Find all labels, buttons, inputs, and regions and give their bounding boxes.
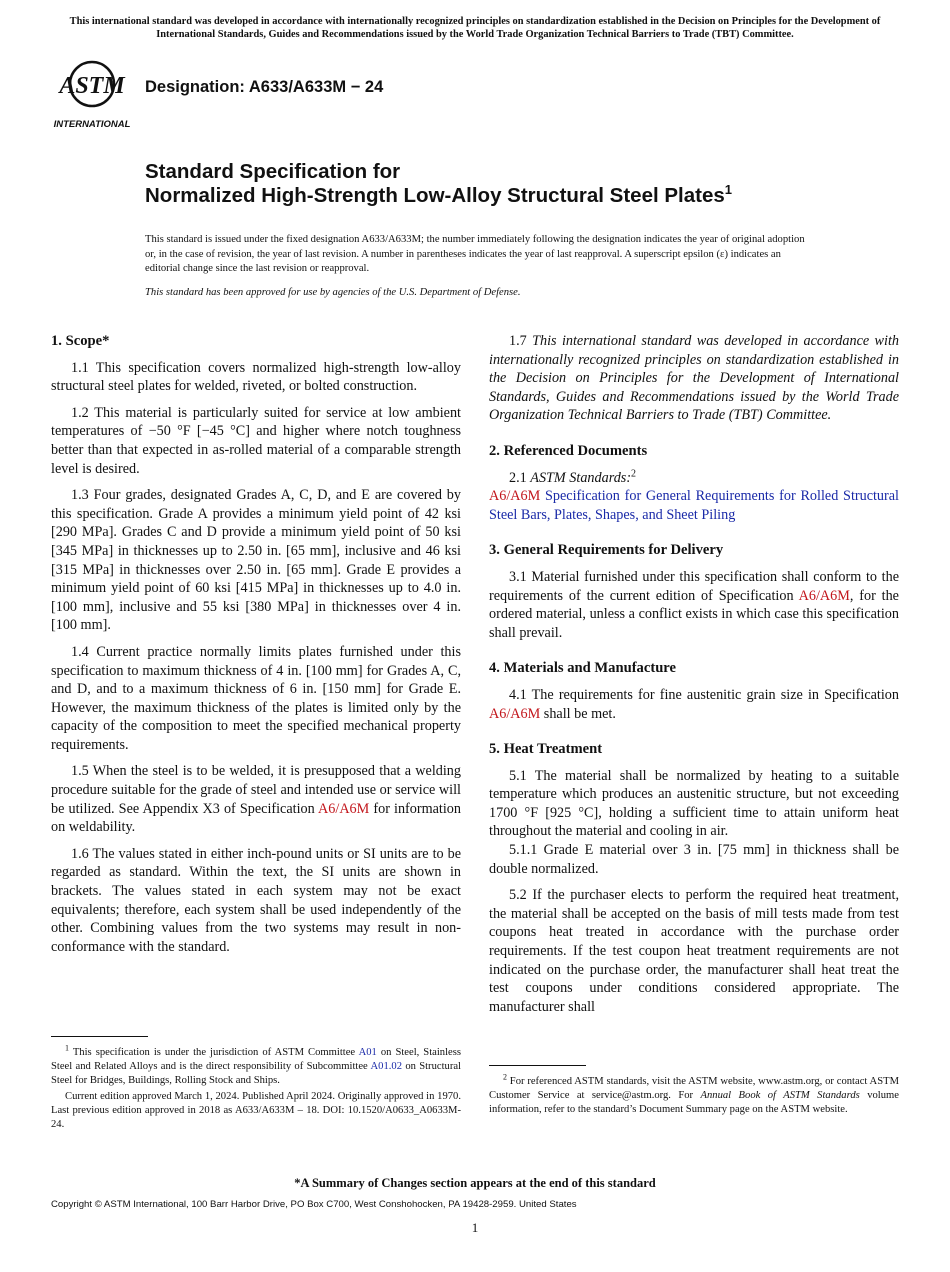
- copyright: Copyright © ASTM International, 100 Barr Harbor Drive, PO Box C700, West Conshohocken, PA 19428-2959. United States: [51, 1199, 577, 1210]
- dod-note: This standard has been approved for use by agencies of the U.S. Department of Defense.: [145, 287, 521, 298]
- footnote-1-text: $^1$ This specification is under the jurisdiction of ASTM Committee A01 on Steel, Stainless Steel and Related Alloys and is the direct responsibility of Subcommittee A01.02 on Structural Steel for Bridges, Buildings, Rolling Stock and Ships.: [51, 1043, 461, 1086]
- footnote-1-approval: Current edition approved March 1, 2024. Published April 2024. Originally approved in 1970. Last previous edition approved in 2018 as A633/A633M – 18. DOI: 10.1520/A0633_A0633M-24.: [51, 1091, 461, 1130]
- referenced-documents-heading: 2. Referenced Documents: [489, 442, 648, 459]
- general-requirements-heading: 3. General Requirements for Delivery: [489, 542, 724, 559]
- designation: Designation: A633/A633M − 24: [145, 78, 384, 96]
- a6-reference-link[interactable]: A6/A6M: [489, 488, 541, 505]
- heat-treatment-heading: 5. Heat Treatment: [489, 741, 603, 758]
- issued-note: This standard is issued under the fixed designation A633/A633M; the number immediately following the designation indicates the year of original adoption or, in the case of revision, the year of last revision. A number in parentheses indicates the year of last reapproval. A superscript epsilon (ε) indicates an editorial change since the last revision or reapproval.: [145, 234, 805, 274]
- a6-reference-link[interactable]: A6/A6M: [318, 800, 370, 817]
- title-line-1: Standard Specification for: [145, 160, 401, 183]
- footnote-rule-left: [51, 1036, 148, 1037]
- para-5-1: 5.1 The material shall be normalized by heating to a suitable temperature which produces an austenitic structure, but not exceeding 1700 °F [925 °C], holding a sufficient time to attain uniform heat throughout the material and cooling in air.: [489, 767, 899, 840]
- astm-logo: [52, 57, 134, 131]
- page-number: 1: [471, 1220, 479, 1235]
- summary-of-changes-note: *A Summary of Changes section appears at the end of this standard: [294, 1176, 656, 1190]
- para-1-5: 1.5 When the steel is to be welded, it is presupposed that a welding procedure suitable for the grade of steel and intended use or service will be utilized. See Appendix X3 of Specification A6/A6M for information on weldability.: [51, 763, 461, 836]
- para-4-1: 4.1 The requirements for fine austenitic grain size in Specification A6/A6M shall be met.: [489, 686, 899, 722]
- para-3-1: 3.1 Material furnished under this specification shall conform to the requirements of the current edition of Specification A6/A6M, for the ordered material, unless a conflict exists in which case this specification shall prevail.: [489, 568, 899, 641]
- para-1-4: 1.4 Current practice normally limits plates furnished under this specification to maximum thickness of 4 in. [100 mm] for Grades A, C, and D, and to a maximum thickness of 6 in. [150 mm] for Grade E. However, the maximum thickness of the plates is limited only by the capacity of the composition to meet the specified mechanical property requirements.: [51, 643, 461, 753]
- title-footnote-mark: 1: [724, 182, 733, 198]
- para-1-6: 1.6 The values stated in either inch-pound units or SI units are to be regarded as standard. Within the text, the SI units are shown in brackets. The values stated in each system may not be exact equivalents; therefore, each system shall be used independently of the other. Combining values from the two systems may result in non-conformance with the standard.: [51, 845, 461, 955]
- materials-heading: 4. Materials and Manufacture: [489, 660, 676, 677]
- footnote-1: [51, 1043, 461, 1135]
- para-1-1: 1.1 This specification covers normalized high-strength low-alloy structural steel plates for welded, riveted, or bolted construction.: [51, 359, 461, 395]
- svg-text:ASTM: ASTM: [59, 73, 125, 99]
- para-1-7: 1.7 This international standard was developed in accordance with internationally recognized principles on standardization established in the Decision on Principles for the Development of International Standards, Guides and Recommendations issued by the World Trade Organization Technical Barriers to Trade (TBT) Committee.: [489, 333, 899, 424]
- a6-title-link[interactable]: Specification for General Requirements for Rolled Structural Steel Bars, Plates, Shapes, and Sheet Piling: [489, 488, 899, 523]
- para-2-1: 2.1 ASTM Standards:$^2$: [509, 467, 637, 486]
- referenced-standard-a6: [489, 487, 899, 524]
- scope-heading: 1. Scope*: [51, 333, 110, 349]
- right-column: [489, 332, 899, 1024]
- footnote-2-text: $^2$ For referenced ASTM standards, visit the ASTM website, www.astm.org, or contact ASTM Customer Service at service@astm.org. For Annual Book of ASTM Standards volume information, refer to the standard’s Document Summary page on the ASTM website.: [489, 1072, 899, 1115]
- astm-logo-mark: [57, 62, 126, 106]
- para-1-2: 1.2 This material is particularly suited for service at low ambient temperatures of −50 °F [−45 °C] and higher where notch toughness better than that expected in as-rolled material of a comparable strength level is desired.: [51, 404, 461, 477]
- document-title: [145, 160, 732, 208]
- left-column: [51, 332, 461, 964]
- astm-logo-subtext: INTERNATIONAL: [53, 119, 131, 130]
- title-line-2: Normalized High-Strength Low-Alloy Structural Steel Plates$^1$: [145, 182, 733, 207]
- subcommittee-a01-02-link[interactable]: A01.02: [370, 1060, 402, 1072]
- committee-a01-link[interactable]: A01: [358, 1047, 377, 1058]
- a6-reference-link[interactable]: A6/A6M: [798, 587, 850, 604]
- para-5-1-1: 5.1.1 Grade E material over 3 in. [75 mm] in thickness shall be double normalized.: [489, 842, 899, 877]
- footnote-rule-right: [489, 1065, 586, 1066]
- a6-reference-link[interactable]: A6/A6M: [489, 705, 541, 722]
- wto-notice: This international standard was developed in accordance with internationally recognized principles on standardization established in the Decision on Principles for the Development of International Standards, Guides and Recommendations issued by the World Trade Organization Technical Barriers to Trade (TBT) Committee.: [69, 16, 881, 40]
- footnote-2: [489, 1072, 899, 1119]
- para-5-2: 5.2 If the purchaser elects to perform the required heat treatment, the material shall be accepted on the basis of mill tests made from test coupons heat treated in accordance with the purchase order requirements. If the test coupon heat treatment requirements are not indicated on the purchase order, the manufacturer shall heat treat the test coupons under conditions considered appropriate. The manufacturer shall: [489, 887, 899, 1015]
- para-1-3: 1.3 Four grades, designated Grades A, C, D, and E are covered by this specification. Grade A provides a minimum yield point of 42 ksi [290 MPa]. Grades C and D provide a minimum yield point of 50 ksi [345 MPa] in thicknesses up to 2.50 in. [65 mm], inclusive and 46 ksi [315 MPa] in thicknesses over 2.50 in. [65 mm]. Grade E provides a minimum yield point of 60 ksi [415 MPa] in thicknesses up to 4.0 in. [100 mm], inclusive and 55 ksi [380 MPa] in thicknesses over 4 in. [100 mm].: [51, 487, 461, 634]
